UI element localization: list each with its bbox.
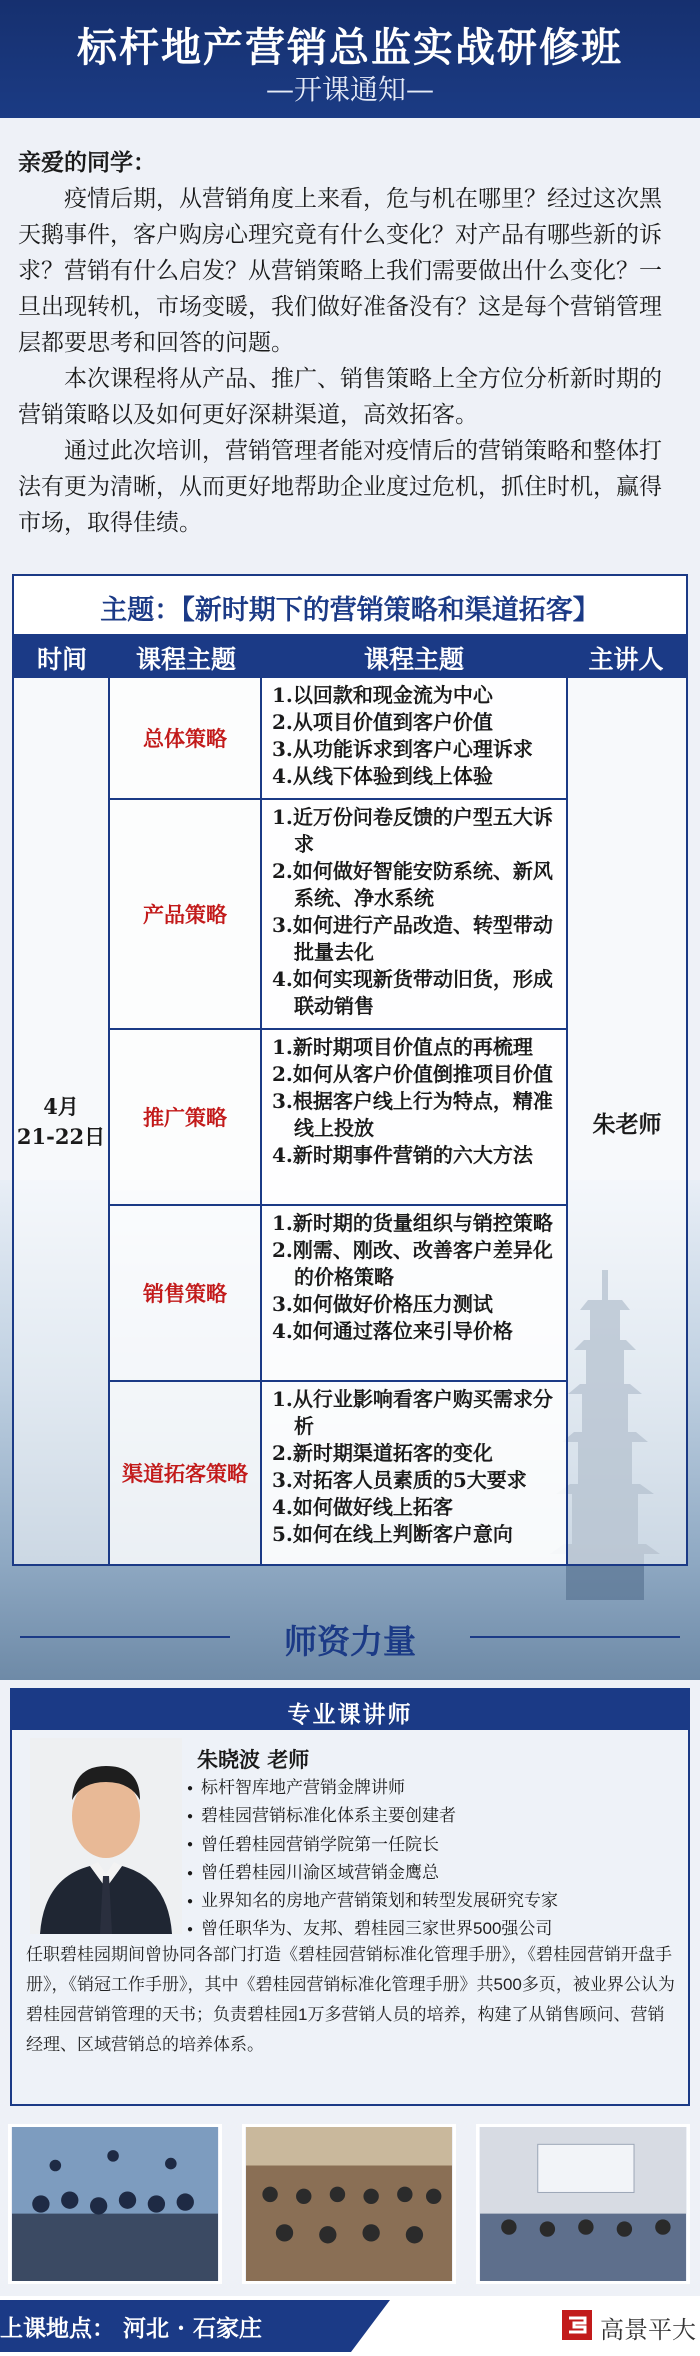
module-item: 4.从线下体验到线上体验 <box>272 764 493 788</box>
module-name: 总体策略 <box>110 678 262 798</box>
module-name: 销售策略 <box>110 1206 262 1380</box>
course-days: 21-22日 <box>16 1124 106 1149</box>
teacher-card-title: 专业课讲师 <box>12 1690 688 1730</box>
course-date <box>14 1092 108 1152</box>
greeting: 亲爱的同学： <box>18 149 156 176</box>
module-item: 2.从项目价值到客户价值 <box>272 710 493 734</box>
module-content <box>262 1382 566 1564</box>
teacher-bio: 任职碧桂园期间曾协同各部门打造《碧桂园营销标准化管理手册》，《碧桂园营销开盘手册》，《销冠工作手册》，其中《碧桂园营销标准化管理手册》共500多页，被业界公认为碧桂园营销管理的天书；负责碧桂园1万多营销人员的培养，构建了从销售顾问、营销经理、区域营销总的培养体系。 <box>26 1945 675 2054</box>
header-banner <box>0 0 700 118</box>
brand-logo-icon <box>560 2308 594 2342</box>
module-item: 4.如何做好线上拓客 <box>272 1495 453 1519</box>
schedule-table <box>12 574 688 1566</box>
module-item: 3.如何进行产品改造、转型带动批量去化 <box>272 913 553 964</box>
lecture-photo <box>476 2124 690 2284</box>
module-row <box>110 1206 566 1382</box>
classroom-photo-icon <box>245 2127 453 2281</box>
faculty-section-title: 师资力量 <box>284 1622 416 1661</box>
module-item: 2.如何做好智能安防系统、新风系统、净水系统 <box>272 859 553 910</box>
module-item: 2.刚需、刚改、改善客户差异化的价格策略 <box>272 1238 553 1289</box>
credential-item: ● 曾任职华为、友邦、碧桂园三家世界500强公司 <box>187 1915 682 1943</box>
module-row <box>110 1030 566 1206</box>
time-cell <box>14 678 110 1564</box>
module-item: 3.根据客户线上行为特点，精准线上投放 <box>272 1089 553 1140</box>
credential-item: ● 曾任碧桂园营销学院第一任院长 <box>187 1831 682 1859</box>
module-item: 1.以回款和现金流为中心 <box>272 683 493 707</box>
lecturer-name: 朱老师 <box>592 1111 662 1138</box>
graduation-photo-icon <box>11 2127 219 2281</box>
teacher-credentials <box>187 1774 682 1944</box>
module-row <box>110 1382 566 1564</box>
graduation-photo <box>8 2124 222 2284</box>
header-time: 时间 <box>36 645 87 674</box>
module-name: 产品策略 <box>110 800 262 1028</box>
header-lecturer: 主讲人 <box>588 645 664 674</box>
schedule-theme-row <box>14 576 686 634</box>
module-name: 推广策略 <box>110 1030 262 1204</box>
module-content <box>262 800 566 1028</box>
credential-item: ● 碧桂园营销标准化体系主要创建者 <box>187 1802 682 1830</box>
teacher-card <box>10 1688 690 2106</box>
module-item: 3.如何做好价格压力测试 <box>272 1292 493 1316</box>
classroom-photo <box>242 2124 456 2284</box>
teacher-portrait-icon <box>30 1738 182 1934</box>
page-title: 标杆地产营销总监实战研修班 <box>77 24 623 71</box>
module-content <box>262 1206 566 1380</box>
lecturer-cell <box>566 678 686 1564</box>
course-location: 上课地点： 河北 · 石家庄 <box>0 2315 263 2342</box>
credential-item: ● 业界知名的房地产营销策划和转型发展研究专家 <box>187 1887 682 1915</box>
module-item: 4.如何实现新货带动旧货，形成联动销售 <box>272 967 553 1018</box>
module-item: 1.从行业影响看客户购买需求分析 <box>272 1387 553 1438</box>
intro-paragraph: 疫情后期，从营销角度上来看，危与机在哪里？经过这次黑天鹅事件，客户购房心理究竟有什么变化？对产品有哪些新的诉求？营销有什么启发？从营销策略上我们需要做出什么变化？一旦出现转机，市场变暖，我们做好准备没有？这是每个营销管理层都要思考和回答的问题。 <box>18 186 662 356</box>
module-name: 渠道拓客策略 <box>110 1382 262 1564</box>
module-item: 1.近万份问卷反馈的户型五大诉求 <box>272 805 553 856</box>
photo-strip <box>0 2124 700 2284</box>
credential-item: ● 曾任碧桂园川渝区域营销金鹰总 <box>187 1859 682 1887</box>
teacher-photo <box>30 1738 182 1934</box>
module-item: 4.新时期事件营销的六大方法 <box>272 1143 533 1167</box>
module-row <box>110 678 566 800</box>
module-item: 1.新时期的货量组织与销控策略 <box>272 1211 553 1235</box>
module-item: 1.新时期项目价值点的再梳理 <box>272 1035 533 1059</box>
header-module: 课程主题 <box>135 645 236 674</box>
brand-name: 高景平大 <box>600 2317 696 2344</box>
intro-section <box>18 145 682 541</box>
module-item: 2.如何从客户价值倒推项目价值 <box>272 1062 553 1086</box>
module-item: 3.从功能诉求到客户心理诉求 <box>272 737 533 761</box>
module-item: 4.如何通过落位来引导价格 <box>272 1319 513 1343</box>
course-month: 4月 <box>43 1094 79 1119</box>
module-item: 5.如何在线上判断客户意向 <box>272 1522 513 1546</box>
schedule-header-row <box>14 634 686 678</box>
intro-paragraph: 通过此次培训，营销管理者能对疫情后的营销策略和整体打法有更为清晰，从而更好地帮助企业度过危机，抓住时机，赢得市场，取得佳绩。 <box>18 438 662 536</box>
module-row <box>110 800 566 1030</box>
credential-item: ● 标杆智库地产营销金牌讲师 <box>187 1774 682 1802</box>
header-content: 课程主题 <box>363 645 464 674</box>
module-content <box>262 678 566 798</box>
module-content <box>262 1030 566 1204</box>
module-item: 2.新时期渠道拓客的变化 <box>272 1441 493 1465</box>
page-subtitle: —开课通知— <box>265 73 434 106</box>
footer <box>0 2296 700 2356</box>
module-item: 3.对拓客人员素质的5大要求 <box>272 1468 527 1492</box>
schedule-theme: 主题：【新时期下的营销策略和渠道拓客】 <box>100 595 600 626</box>
teacher-name: 朱晓波 老师 <box>197 1747 310 1772</box>
intro-paragraph: 本次课程将从产品、推广、销售策略上全方位分析新时期的营销策略以及如何更好深耕渠道，高效拓客。 <box>18 366 662 428</box>
lecture-photo-icon <box>479 2127 687 2281</box>
